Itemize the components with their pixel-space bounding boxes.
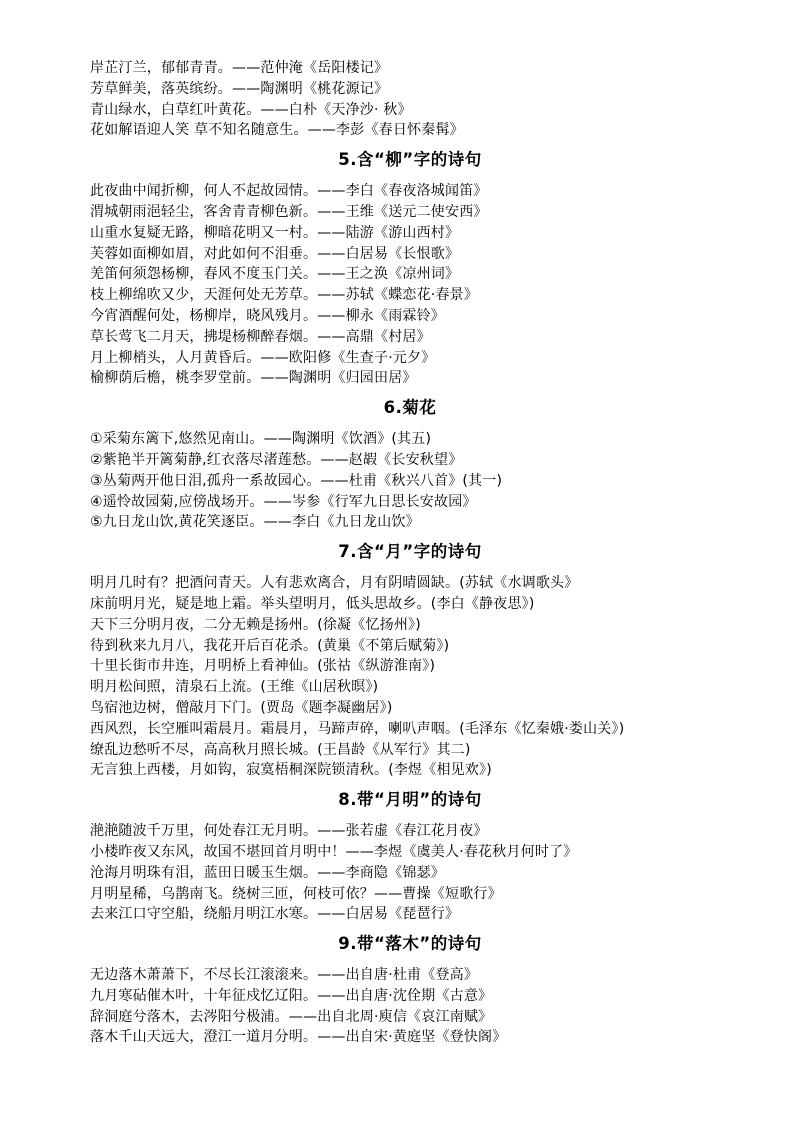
poem-line: 此夜曲中闻折柳，何人不起故园情。——李白《春夜洛城闻笛》 [90, 183, 488, 200]
poem-line: 羌笛何须怨杨柳，春风不度玉门关。——王之涣《凉州词》 [90, 266, 460, 283]
section-luo-mu [90, 932, 730, 1048]
poem-line: 今宵酒醒何处，杨柳岸，晓风残月。——柳永《雨霖铃》 [90, 307, 445, 324]
poem-line: 滟滟随波千万里，何处春江无月明。——张若虚《春江花月夜》 [90, 823, 488, 840]
poem-line: 天下三分明月夜，二分无赖是扬州。(徐凝《忆扬州》) [90, 616, 421, 633]
section-ju [90, 396, 730, 533]
poem-line: 月明星稀，乌鹊南飞。绕树三匝，何枝可依？——曹操《短歌行》 [90, 885, 502, 902]
poem-line: 月上柳梢头，人月黄昏后。——欧阳修《生查子·元夕》 [90, 349, 436, 366]
section-heading: 7.含“月”字的诗句 [338, 542, 482, 562]
section-yue [90, 540, 730, 781]
poem-line: 西风烈，长空雁叫霜晨月。霜晨月，马蹄声碎，喇叭声咽。(毛泽东《忆秦娥·娄山关》) [90, 720, 625, 737]
poem-line: 沧海月明珠有泪，蓝田日暖玉生烟。——李商隐《锦瑟》 [90, 864, 445, 881]
poem-line: 花如解语迎人笑 草不知名随意生。——李彭《春日怀秦髯》 [90, 122, 464, 139]
poem-line: 芙蓉如面柳如眉，对此如何不泪垂。——白居易《长恨歌》 [90, 245, 460, 262]
section-heading: 8.带“月明”的诗句 [338, 790, 482, 810]
poem-line: 山重水复疑无路，柳暗花明又一村。——陆游《游山西村》 [90, 224, 460, 241]
poem-line: ②紫艳半开篱菊静,红衣落尽渚莲愁。——赵嘏《长安秋望》 [90, 451, 463, 468]
section-yue-ming [90, 788, 730, 925]
poem-line: ③丛菊两开他日泪,孤舟一系故园心。——杜甫《秋兴八首》(其一) [90, 472, 503, 489]
poem-line: ⑤九日龙山饮,黄花笑逐臣。——李白《九日龙山饮》 [90, 514, 420, 531]
section-liu [90, 148, 730, 389]
poem-line: 落木千山天远大，澄江一道月分明。——出自宋·黄庭坚《登快阁》 [90, 1029, 507, 1046]
poem-line: 明月几时有？把酒问青天。人有悲欢离合，月有阴晴圆缺。(苏轼《水调歌头》 [90, 575, 579, 592]
poem-line: 九月寒砧催木叶，十年征戍忆辽阳。——出自唐·沈佺期《古意》 [90, 987, 493, 1004]
poem-line: 床前明月光，疑是地上霜。举头望明月，低头思故乡。(李白《静夜思》) [90, 595, 535, 612]
poem-list [90, 58, 730, 1048]
poem-line: 鸟宿池边树，僧敲月下门。(贾岛《题李凝幽居》) [90, 699, 393, 716]
poem-line: 渭城朝雨浥轻尘，客舍青青柳色新。——王维《送元二使安西》 [90, 203, 488, 220]
poem-line: ①采菊东篱下,悠然见南山。——陶渊明《饮酒》(其五) [90, 431, 432, 448]
section-heading: 5.含“柳”字的诗句 [338, 150, 482, 170]
poem-line: 小楼昨夜又东风，故国不堪回首月明中！——李煜《虞美人·春花秋月何时了》 [90, 843, 578, 860]
poem-line: 青山绿水，白草红叶黄花。——白朴《天净沙· 秋》 [90, 101, 412, 118]
intro-block [90, 58, 730, 141]
poem-line: 十里长街市井连，月明桥上看神仙。(张祜《纵游淮南》) [90, 658, 436, 675]
section-heading: 9.带“落木”的诗句 [338, 934, 482, 954]
section-heading: 6.菊花 [383, 398, 437, 418]
poem-line: 芳草鲜美，落英缤纷。——陶渊明《桃花源记》 [90, 80, 389, 97]
poem-line: 枝上柳绵吹又少，天涯何处无芳草。——苏轼《蝶恋花·春景》 [90, 287, 479, 304]
poem-line: 岸芷汀兰，郁郁青青。——范仲淹《岳阳楼记》 [90, 60, 389, 76]
poem-line: 去来江口守空船，绕船月明江水寒。——白居易《琵琶行》 [90, 906, 460, 923]
poem-line: 无边落木萧萧下，不尽长江滚滚来。——出自唐·杜甫《登高》 [90, 967, 479, 984]
poem-line: 榆柳荫后檐，桃李罗堂前。——陶渊明《归园田居》 [90, 370, 417, 387]
poem-line: 明月松间照，清泉石上流。(王维《山居秋暝》) [90, 679, 379, 696]
poem-line: 草长莺飞二月天，拂堤杨柳醉春烟。——高鼎《村居》 [90, 328, 431, 345]
poem-line: 待到秋来九月八，我花开后百花杀。(黄巢《不第后赋菊》) [90, 637, 450, 654]
poem-line: 辞洞庭兮落木，去涔阳兮极浦。——出自北周·庾信《哀江南赋》 [90, 1008, 493, 1025]
poem-line: ④遥怜故园菊,应傍战场开。——岑参《行军九日思长安故园》 [90, 493, 477, 510]
poem-line: 无言独上西楼，月如钩，寂寞梧桐深院锁清秋。(李煜《相见欢》) [90, 762, 492, 779]
poem-line: 缭乱边愁听不尽，高高秋月照长城。(王昌龄《从军行》其二) [90, 741, 471, 758]
